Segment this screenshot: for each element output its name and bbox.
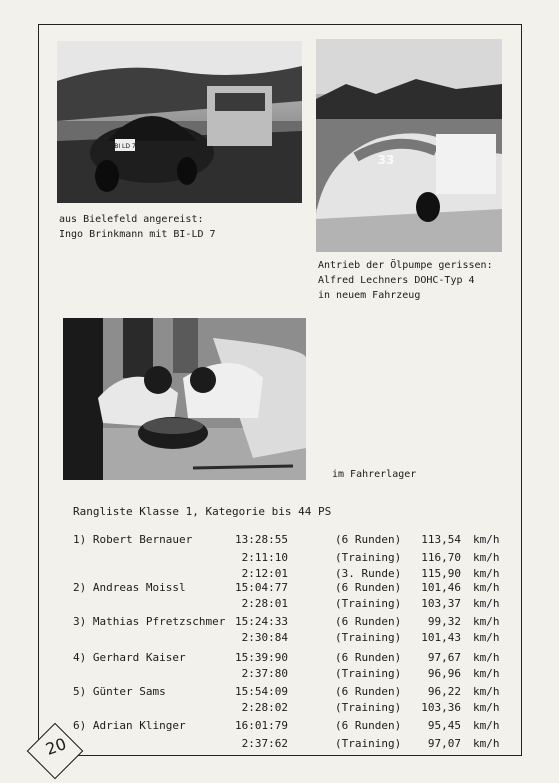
driver-name: 1) Robert Bernauer [73, 533, 193, 546]
speed-unit: km/h [473, 737, 500, 750]
speed-unit: km/h [473, 567, 500, 580]
lap-time: 15:04:77 [235, 581, 288, 594]
ranking-row [0, 581, 559, 597]
ranking-row [0, 615, 559, 631]
speed-value: 103,36 [421, 701, 461, 714]
ranking-row [0, 719, 559, 735]
speed-value: 96,96 [427, 667, 461, 680]
ranking-title: Rangliste Klasse 1, Kategorie bis 44 PS [73, 505, 332, 518]
ranking-row [0, 597, 559, 613]
caption-photo2: Antrieb der Ölpumpe gerissen: Alfred Lechners DOHC-Typ 4 in neuem Fahrzeug [318, 260, 493, 301]
car-number-text: 33 [377, 153, 395, 167]
speed-unit: km/h [473, 701, 500, 714]
lap-time: 2:11:10 [241, 551, 288, 564]
run-note: (Training) [335, 597, 402, 610]
speed-value: 97,07 [427, 737, 461, 750]
driver-name: 4) Gerhard Kaiser [73, 651, 186, 664]
run-note: (6 Runden) [335, 719, 402, 732]
lap-time: 13:28:55 [235, 533, 288, 546]
photo-bielefeld-beetle [57, 41, 302, 203]
run-note: (6 Runden) [335, 651, 402, 664]
lap-time: 2:37:62 [241, 737, 288, 750]
speed-value: 96,22 [427, 685, 461, 698]
ranking-row [0, 701, 559, 717]
driver-name: 3) Mathias Pfretzschmer [73, 615, 226, 628]
page-number: 20 [43, 734, 69, 759]
lap-time: 16:01:79 [235, 719, 288, 732]
run-note: (Training) [335, 667, 402, 680]
photo-paddock-mechanics [63, 318, 306, 480]
ranking-row [0, 631, 559, 647]
speed-unit: km/h [473, 615, 500, 628]
speed-unit: km/h [473, 651, 500, 664]
lap-time: 2:37:80 [241, 667, 288, 680]
speed-unit: km/h [473, 581, 500, 594]
caption-photo3: im Fahrerlager [332, 469, 417, 480]
speed-value: 101,43 [421, 631, 461, 644]
run-note: (3. Runde) [335, 567, 402, 580]
lap-time: 2:30:84 [241, 631, 288, 644]
lap-time: 15:24:33 [235, 615, 288, 628]
run-note: (Training) [335, 551, 402, 564]
lap-time: 15:54:09 [235, 685, 288, 698]
speed-unit: km/h [473, 667, 500, 680]
speed-value: 115,90 [421, 567, 461, 580]
run-note: (Training) [335, 737, 402, 750]
speed-value: 116,70 [421, 551, 461, 564]
speed-unit: km/h [473, 631, 500, 644]
ranking-row [0, 737, 559, 753]
run-note: (Training) [335, 701, 402, 714]
ranking-row [0, 533, 559, 549]
ranking-row [0, 667, 559, 683]
run-note: (6 Runden) [335, 615, 402, 628]
lap-time: 2:28:02 [241, 701, 288, 714]
speed-value: 95,45 [427, 719, 461, 732]
lap-time: 2:12:01 [241, 567, 288, 580]
license-plate-text: BI LD 7 [114, 143, 136, 150]
ranking-row [0, 651, 559, 667]
driver-name: 6) Adrian Klinger [73, 719, 186, 732]
run-note: (6 Runden) [335, 685, 402, 698]
speed-value: 103,37 [421, 597, 461, 610]
speed-unit: km/h [473, 719, 500, 732]
ranking-row [0, 551, 559, 567]
speed-value: 99,32 [427, 615, 461, 628]
speed-unit: km/h [473, 551, 500, 564]
lap-time: 15:39:90 [235, 651, 288, 664]
caption-photo1: aus Bielefeld angereist: Ingo Brinkmann mit BI-LD 7 [59, 214, 216, 240]
run-note: (6 Runden) [335, 581, 402, 594]
ranking-row [0, 685, 559, 701]
photo-lechner-race-car [316, 39, 502, 252]
speed-value: 97,67 [427, 651, 461, 664]
run-note: (6 Runden) [335, 533, 402, 546]
speed-unit: km/h [473, 597, 500, 610]
speed-value: 101,46 [421, 581, 461, 594]
run-note: (Training) [335, 631, 402, 644]
lap-time: 2:28:01 [241, 597, 288, 610]
driver-name: 2) Andreas Moissl [73, 581, 186, 594]
speed-unit: km/h [473, 533, 500, 546]
driver-name: 5) Günter Sams [73, 685, 166, 698]
speed-value: 113,54 [421, 533, 461, 546]
speed-unit: km/h [473, 685, 500, 698]
